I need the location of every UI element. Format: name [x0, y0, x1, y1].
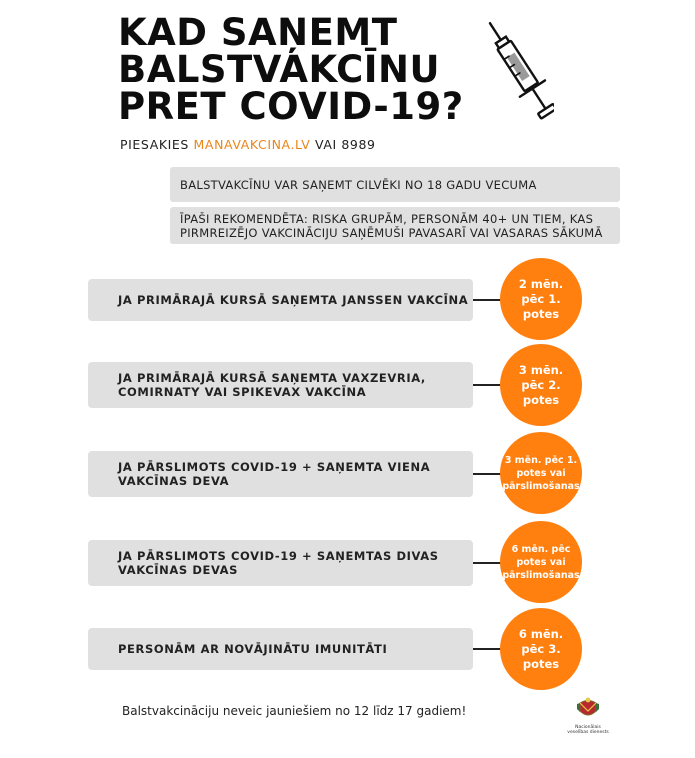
row-recovered-two-doses: JA PĀRSLIMOTS COVID-19 + SAŅEMTAS DIVAS VAKCĪNAS DEVAS [88, 540, 473, 586]
row-janssen: JA PRIMĀRAJĀ KURSĀ SAŅEMTA JANSSEN VAKCĪNA [88, 279, 473, 321]
subtitle-prefix: PIESAKIES [120, 137, 194, 152]
title-line-3: PRET COVID-19? [118, 85, 464, 128]
row-weakened-immunity: PERSONĀM AR NOVĀJINĀTU IMUNITĀTI [88, 628, 473, 670]
nvd-logo [566, 695, 610, 737]
timing-circle: 3 mēn. pēc 1. potes vai pārslimošanas [500, 432, 582, 514]
timing-circle: 2 mēn. pēc 1. potes [500, 258, 582, 340]
info-age: BALSTVAKCĪNU VAR SAŅEMT CILVĒKI NO 18 GADU VECUMA [170, 167, 620, 202]
timing-circle: 6 mēn. pēc 3. potes [500, 608, 582, 690]
row-recovered-one-dose: JA PĀRSLIMOTS COVID-19 + SAŅEMTA VIENA VAKCĪNAS DEVA [88, 451, 473, 497]
title-line-1: KAD SAŅEMT [118, 11, 398, 54]
manavakcina-link[interactable]: MANAVAKCINA.LV [193, 137, 311, 152]
subtitle [120, 137, 376, 152]
logo-text: Nacionālais veselības dienests [567, 725, 609, 735]
syringe-icon [488, 12, 554, 130]
timing-circle: 3 mēn. pēc 2. potes [500, 344, 582, 426]
page-title [118, 11, 478, 128]
footer-note: Balstvakcināciju neveic jauniešiem no 12 līdz 17 gadiem! [122, 704, 467, 718]
title-line-2: BALSTVAKCĪNU [118, 48, 440, 91]
info-recommended: ĪPAŠI REKOMENDĒTA: RISKA GRUPĀM, PERSONĀM 40+ UN TIEM, KAS PIRMREIZĒJO VAKCINĀCIJU SAŅĒMUŠI PAVASARĪ VAI VASARAS SĀKUMĀ [170, 207, 620, 244]
coat-of-arms-icon [576, 695, 600, 721]
row-vaxzevria: JA PRIMĀRAJĀ KURSĀ SAŅEMTA VAXZEVRIA, COMIRNATY VAI SPIKEVAX VAKCĪNA [88, 362, 473, 408]
timing-circle: 6 mēn. pēc potes vai pārslimošanas [500, 521, 582, 603]
subtitle-suffix: VAI 8989 [310, 137, 376, 152]
